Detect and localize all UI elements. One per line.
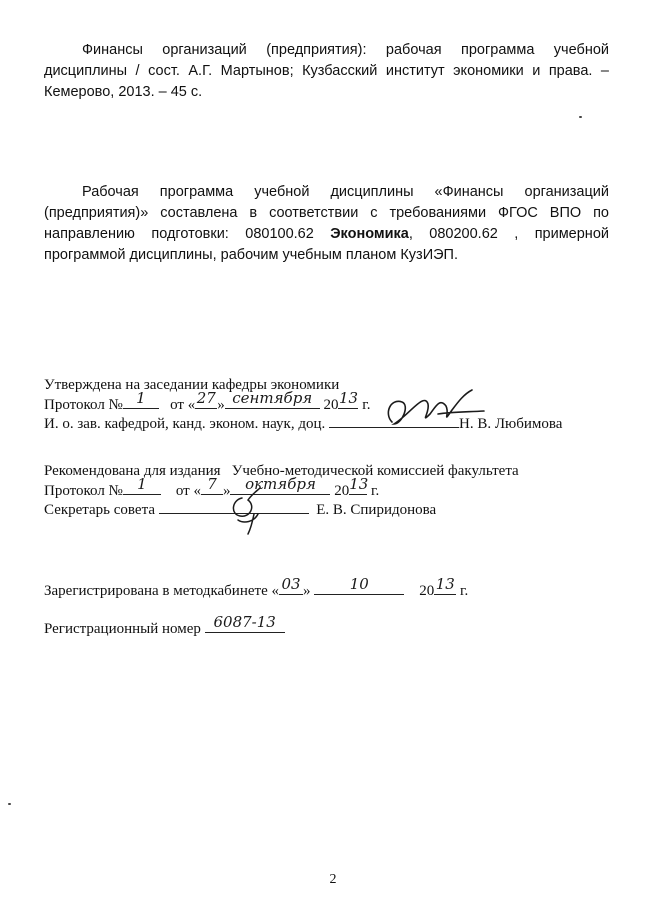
- approval-head-line: И. о. зав. кафедрой, канд. эконом. наук, доц. Н. В. Любимова: [44, 413, 562, 433]
- approval-heading: Утверждена на заседании кафедры экономики: [44, 377, 340, 393]
- approval-head-name: Н. В. Любимова: [459, 416, 563, 432]
- head-signature-icon: [380, 384, 490, 434]
- registration-day: 03: [281, 575, 301, 593]
- recommendation-heading: Рекомендована для издания Учебно-методической комиссией факультета: [44, 463, 519, 479]
- recommendation-day: 7: [207, 475, 217, 493]
- approval-month: сентября: [232, 389, 313, 407]
- registration-month: 10: [349, 575, 369, 593]
- approval-year: 13: [338, 389, 359, 407]
- citation-text: Финансы организаций (предприятия): рабочая программа учебной дисциплины / сост. А.Г. Мартынов; Кузбасский институт экономики и права. – Кемерово, 2013. – 45 с.: [44, 42, 609, 100]
- description-bold: Экономика: [330, 226, 409, 242]
- approval-protocol-line: Протокол № 1 от « 27 » сентября 20 13 г.: [44, 389, 371, 413]
- recommendation-protocol-line: Протокол № 1 от « 7 » октября 20 13 г.: [44, 475, 380, 499]
- citation-paragraph: [44, 40, 609, 103]
- scan-speck: [8, 803, 11, 805]
- registration-number: 6087-13: [213, 613, 276, 631]
- registration-number-line: Регистрационный номер 6087-13: [44, 618, 285, 638]
- page-number: 2: [329, 872, 337, 887]
- recommendation-month: октября: [245, 475, 316, 493]
- recommendation-year: 13: [349, 475, 369, 493]
- registration-year: 13: [435, 575, 455, 593]
- approval-protocol-number: 1: [136, 389, 146, 407]
- secretary-signature-icon: [224, 484, 274, 536]
- description-text-2: , 080200.62 , примерной программой дисциплины, рабочим учебным планом КузИЭП.: [44, 226, 609, 263]
- secretary-line: Секретарь совета Е. В. Спиридонова: [44, 499, 436, 519]
- description-text-1: Рабочая программа учебной дисциплины «Финансы организаций (предприятия)» составлена в соответствии с требованиями ФГОС ВПО по направлению подготовки: 080100.62: [44, 184, 609, 242]
- scan-speck: [579, 116, 582, 118]
- approval-day: 27: [196, 389, 216, 407]
- secretary-name: Е. В. Спиридонова: [316, 502, 437, 518]
- registration-line: Зарегистрирована в методкабинете « 03 » 10 20 13 г.: [44, 575, 469, 599]
- recommendation-protocol-number: 1: [137, 475, 147, 493]
- description-paragraph: [44, 182, 609, 266]
